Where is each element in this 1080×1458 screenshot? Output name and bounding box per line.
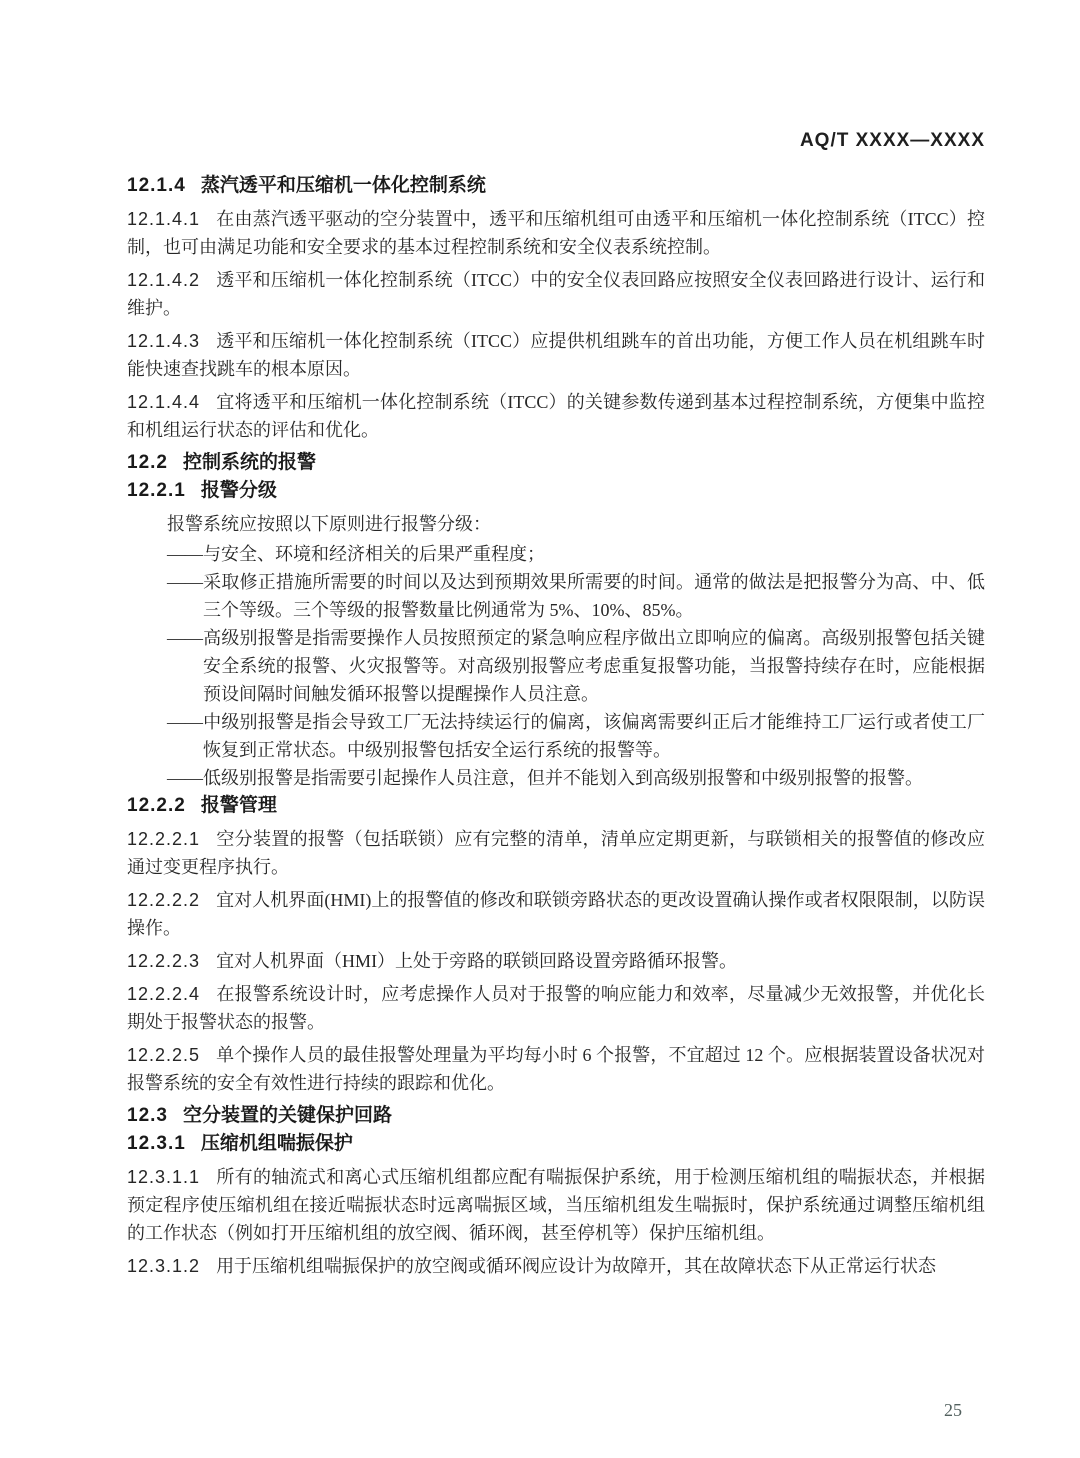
clause-number: 12.2.2.2 (127, 890, 201, 910)
clause-12-3-1-2 (127, 1252, 985, 1280)
section-number: 12.2.2 (127, 795, 186, 816)
clause-number: 12.1.4.1 (127, 209, 201, 229)
clause-text: 宜将透平和压缩机一体化控制系统（ITCC）的关键参数传递到基本过程控制系统，方便集中监控和机组运行状态的评估和优化。 (127, 392, 985, 440)
clause-text: 宜对人机界面(HMI)上的报警值的修改和联锁旁路状态的更改设置确认操作或者权限限制，以防误操作。 (127, 890, 985, 938)
section-number: 12.3.1 (127, 1133, 186, 1154)
clause-text: 透平和压缩机一体化控制系统（ITCC）中的安全仪表回路应按照安全仪表回路进行设计、运行和维护。 (127, 270, 985, 318)
heading-12-1-4 (127, 172, 985, 200)
clause-number: 12.2.2.4 (127, 984, 201, 1004)
list-item-time-ratio: ——采取修正措施所需要的时间以及达到预期效果所需要的时间。通常的做法是把报警分为高、中、低三个等级。三个等级的报警数量比例通常为 5%、10%、85%。 (167, 572, 985, 620)
clause-12-2-2-5 (127, 1041, 985, 1097)
clause-12-2-2-2 (127, 886, 985, 942)
clause-text: 在报警系统设计时，应考虑操作人员对于报警的响应能力和效率，尽量减少无效报警，并优化长期处于报警状态的报警。 (127, 984, 985, 1032)
clause-text: 透平和压缩机一体化控制系统（ITCC）应提供机组跳车的首出功能，方便工作人员在机组跳车时能快速查找跳车的根本原因。 (127, 331, 985, 379)
clause-number: 12.2.2.3 (127, 951, 201, 971)
clause-12-2-2-1 (127, 825, 985, 881)
clause-text: 所有的轴流式和离心式压缩机组都应配有喘振保护系统，用于检测压缩机组的喘振状态，并根据预定程序使压缩机组在接近喘振状态时远离喘振区域，当压缩机组发生喘振时，保护系统通过调整压缩机组的工作状态（例如打开压缩机组的放空阀、循环阀，甚至停机等）保护压缩机组。 (127, 1167, 985, 1243)
heading-12-2 (127, 449, 985, 477)
list-item-low-level: ——低级别报警是指需要引起操作人员注意，但并不能划入到高级别报警和中级别报警的报警。 (167, 768, 923, 788)
clause-12-3-1-1 (127, 1163, 985, 1247)
clause-number: 12.3.1.2 (127, 1256, 201, 1276)
clause-text: 宜对人机界面（HMI）上处于旁路的联锁回路设置旁路循环报警。 (216, 951, 738, 971)
clause-12-1-4-2 (127, 266, 985, 322)
section-title: 控制系统的报警 (182, 452, 316, 473)
clause-12-1-4-4 (127, 388, 985, 444)
alarm-grading-intro: 报警系统应按照以下原则进行报警分级： (167, 514, 491, 534)
section-title: 空分装置的关键保护回路 (182, 1105, 392, 1126)
clause-number: 12.1.4.2 (127, 270, 201, 290)
heading-12-3-1 (127, 1130, 985, 1158)
section-number: 12.3 (127, 1105, 168, 1126)
clause-number: 12.2.2.1 (127, 829, 201, 849)
clause-number: 12.1.4.3 (127, 331, 201, 351)
section-number: 12.2.1 (127, 480, 186, 501)
list-item-severity: ——与安全、环境和经济相关的后果严重程度； (167, 544, 545, 564)
clause-number: 12.3.1.1 (127, 1167, 201, 1187)
clause-text: 用于压缩机组喘振保护的放空阀或循环阀应设计为故障开，其在故障状态下从正常运行状态 (216, 1256, 937, 1276)
clause-12-1-4-1 (127, 205, 985, 261)
section-title: 蒸汽透平和压缩机一体化控制系统 (200, 175, 486, 196)
page-content (127, 172, 985, 1285)
clause-number: 12.1.4.4 (127, 392, 201, 412)
heading-12-3 (127, 1102, 985, 1130)
clause-12-2-2-3 (127, 947, 985, 975)
heading-12-2-1 (127, 477, 985, 505)
section-title: 报警管理 (200, 795, 277, 816)
section-number: 12.2 (127, 452, 168, 473)
clause-12-2-2-4 (127, 980, 985, 1036)
clause-text: 单个操作人员的最佳报警处理量为平均每小时 6 个报警，不宜超过 12 个。应根据装置设备状况对报警系统的安全有效性进行持续的跟踪和优化。 (127, 1045, 985, 1093)
clause-12-1-4-3 (127, 327, 985, 383)
section-title: 压缩机组喘振保护 (200, 1133, 353, 1154)
list-item-high-level: ——高级别报警是指需要操作人员按照预定的紧急响应程序做出立即响应的偏离。高级别报警包括关键安全系统的报警、火灾报警等。对高级别报警应考虑重复报警功能，当报警持续存在时，应能根据预设间隔时间触发循环报警以提醒操作人员注意。 (167, 628, 985, 704)
document-code: AQ/T XXXX—XXXX (799, 130, 985, 151)
page-number: 25 (944, 1400, 962, 1420)
clause-number: 12.2.2.5 (127, 1045, 201, 1065)
clause-text: 空分装置的报警（包括联锁）应有完整的清单，清单应定期更新，与联锁相关的报警值的修改应通过变更程序执行。 (127, 829, 985, 877)
list-item-mid-level: ——中级别报警是指会导致工厂无法持续运行的偏离，该偏离需要纠正后才能维持工厂运行或者使工厂恢复到正常状态。中级别报警包括安全运行系统的报警等。 (167, 712, 985, 760)
section-number: 12.1.4 (127, 175, 186, 196)
clause-text: 在由蒸汽透平驱动的空分装置中，透平和压缩机组可由透平和压缩机一体化控制系统（ITCC）控制，也可由满足功能和安全要求的基本过程控制系统和安全仪表系统控制。 (127, 209, 985, 257)
section-title: 报警分级 (200, 480, 277, 501)
heading-12-2-2 (127, 792, 985, 820)
